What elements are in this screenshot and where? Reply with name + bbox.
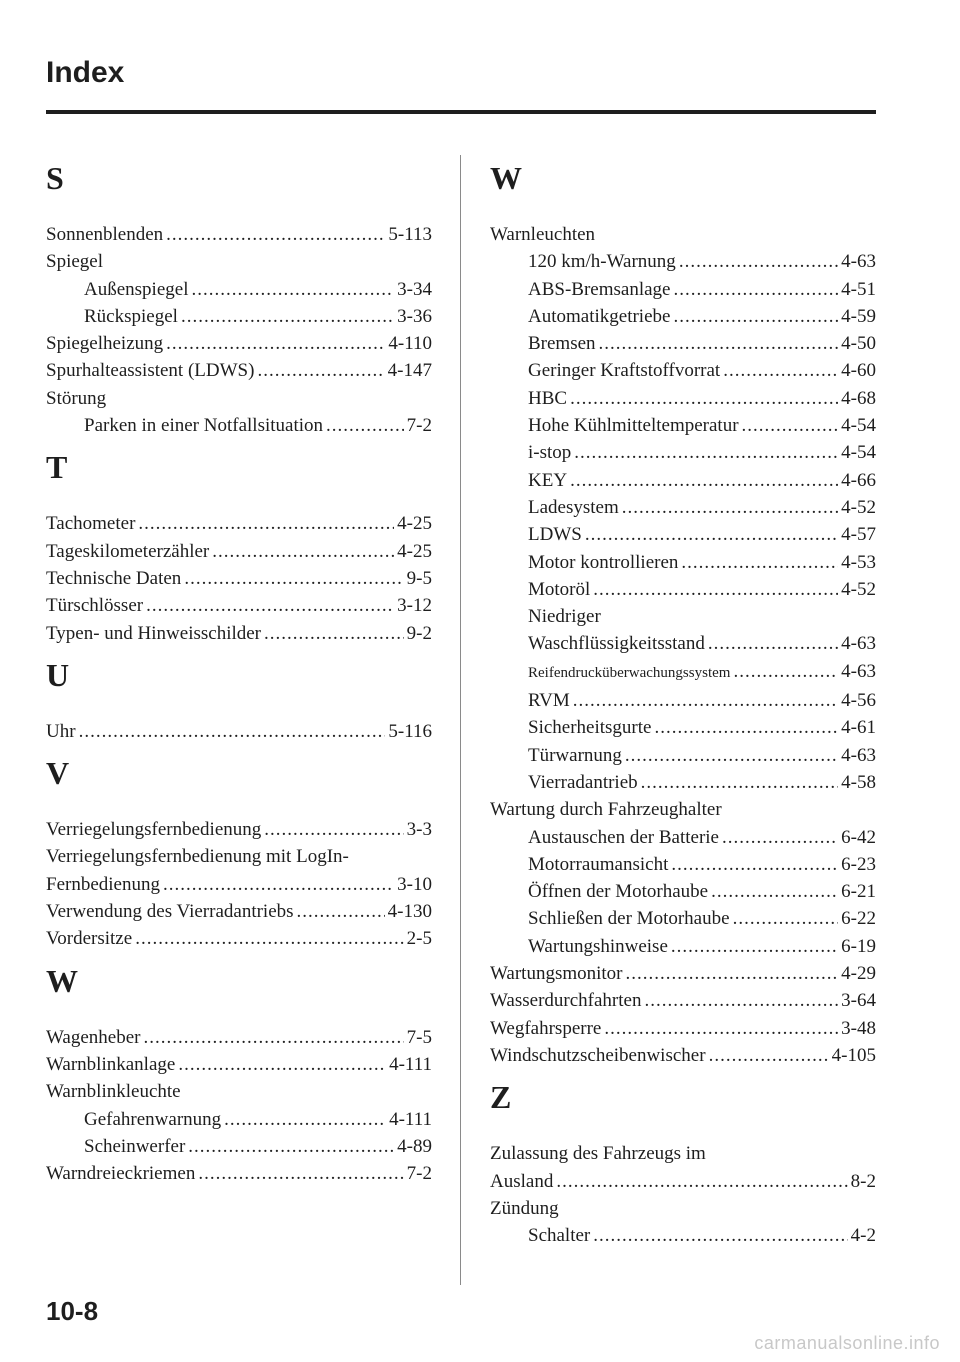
- entry-label: Motor kontrollieren: [528, 551, 679, 573]
- entry-page-ref: 4-2: [850, 1225, 876, 1247]
- entry-label: Zündung: [490, 1197, 559, 1219]
- index-entry: [46, 565, 432, 592]
- dot-leader: [166, 221, 385, 248]
- dot-leader: [671, 933, 838, 960]
- entry-page-ref: 4-50: [841, 333, 876, 355]
- entry-page-ref: 4-57: [841, 524, 876, 546]
- entry-label: Ausland: [490, 1170, 554, 1192]
- index-entry: [46, 1160, 432, 1187]
- entry-label: Spiegelheizung: [46, 333, 164, 355]
- dot-leader: [625, 742, 838, 769]
- entry-label: Schließen der Motorhaube: [528, 908, 730, 930]
- section-letter: T: [46, 449, 68, 486]
- entry-label: Reifendrucküberwachungssystem: [528, 664, 731, 681]
- index-subentry: [490, 603, 876, 630]
- entry-page-ref: 4-89: [397, 1135, 432, 1157]
- entry-page-ref: 3-36: [397, 305, 432, 327]
- index-subentry: [46, 1133, 432, 1160]
- index-subentry: [490, 905, 876, 932]
- entry-page-ref: 4-56: [841, 690, 876, 712]
- entry-label: Scheinwerfer: [84, 1135, 186, 1157]
- dot-leader: [585, 521, 838, 548]
- entry-page-ref: 4-63: [841, 251, 876, 273]
- index-entry: [46, 1051, 432, 1078]
- index-section: [46, 962, 432, 1188]
- entry-label: Schalter: [528, 1225, 591, 1247]
- index-entry: [46, 221, 432, 248]
- dot-leader: [191, 276, 394, 303]
- entry-label: Hohe Kühlmitteltemperatur: [528, 415, 739, 437]
- dot-leader: [604, 1015, 838, 1042]
- entry-label: Windschutzscheibenwischer: [490, 1044, 706, 1066]
- entry-label: Warnblinkanlage: [46, 1053, 176, 1075]
- dot-leader: [224, 1106, 386, 1133]
- index-subentry: [490, 357, 876, 384]
- dot-leader: [146, 592, 394, 619]
- index-entry: [46, 1024, 432, 1051]
- dot-leader: [135, 925, 403, 952]
- entry-page-ref: 3-10: [397, 873, 432, 895]
- dot-leader: [184, 565, 403, 592]
- index-section: [46, 656, 432, 745]
- index-subentry: [490, 467, 876, 494]
- index-subentry: [490, 412, 876, 439]
- entry-page-ref: 4-59: [841, 305, 876, 327]
- entry-label: Wartung durch Fahrzeughalter: [490, 799, 722, 821]
- dot-leader: [671, 851, 838, 878]
- index-entry: [46, 510, 432, 537]
- entry-page-ref: 5-116: [388, 720, 432, 742]
- index-entry: [490, 987, 876, 1014]
- entry-page-ref: 4-130: [387, 901, 432, 923]
- entry-label: Außenspiegel: [84, 278, 189, 300]
- index-entry: [46, 592, 432, 619]
- entry-page-ref: 3-48: [841, 1017, 876, 1039]
- entry-label: Parken in einer Notfallsituation: [84, 415, 324, 437]
- index-subentry: [490, 248, 876, 275]
- index-entry: [46, 538, 432, 565]
- entry-label: Warnleuchten: [490, 224, 596, 245]
- index-subentry: [490, 851, 876, 878]
- entry-page-ref: 5-113: [388, 224, 432, 245]
- entry-page-ref: 6-21: [841, 881, 876, 903]
- index-subentry: [46, 303, 432, 330]
- entry-label: Technische Daten: [46, 567, 182, 589]
- index-subentry: [490, 742, 876, 769]
- entry-label: Sicherheitsgurte: [528, 717, 652, 739]
- index-entry: [46, 357, 432, 384]
- index-subentry: [490, 878, 876, 905]
- dot-leader: [709, 1042, 829, 1069]
- entry-page-ref: 7-5: [406, 1026, 432, 1048]
- section-letter: W: [490, 160, 522, 196]
- index-entry: [490, 1015, 876, 1042]
- dot-leader: [654, 714, 838, 741]
- entry-page-ref: 4-61: [841, 717, 876, 739]
- entry-label: 120 km/h-Warnung: [528, 251, 676, 273]
- index-subentry: [490, 303, 876, 330]
- entry-page-ref: 4-63: [841, 660, 876, 682]
- page-number: 10-8: [46, 1296, 99, 1326]
- entry-page-ref: 4-66: [841, 469, 876, 491]
- section-letter: W: [46, 962, 78, 999]
- entry-label: RVM: [528, 690, 570, 712]
- dot-leader: [326, 412, 404, 439]
- index-subentry: [490, 824, 876, 851]
- entry-page-ref: 4-53: [841, 551, 876, 573]
- entry-label: Verriegelungsfernbedienung mit LogIn-: [46, 846, 349, 868]
- dot-leader: [644, 987, 838, 1014]
- index-entry: [46, 843, 432, 870]
- dot-leader: [679, 248, 838, 275]
- index-subentry: [490, 521, 876, 548]
- index-entry: [46, 330, 432, 357]
- entry-page-ref: 3-12: [397, 595, 432, 617]
- entry-label: Bremsen: [528, 333, 596, 355]
- entry-label: Wartungsmonitor: [490, 963, 623, 985]
- dot-leader: [163, 871, 394, 898]
- entry-label: Warndreieckriemen: [46, 1163, 196, 1185]
- dot-leader: [212, 538, 394, 565]
- dot-leader: [622, 494, 838, 521]
- index-column-right: [490, 150, 876, 1259]
- index-entry: [46, 898, 432, 925]
- dot-leader: [257, 357, 384, 384]
- dot-leader: [570, 385, 838, 412]
- entry-label: Niedriger: [528, 606, 601, 628]
- dot-leader: [593, 576, 838, 603]
- entry-label: Verriegelungsfernbedienung: [46, 819, 262, 841]
- index-subentry: [490, 1222, 876, 1249]
- header-rule: [46, 110, 876, 114]
- entry-label: Wartungshinweise: [528, 935, 668, 957]
- entry-label: LDWS: [528, 524, 582, 546]
- index-subentry: [490, 494, 876, 521]
- entry-page-ref: 3-64: [841, 990, 876, 1012]
- dot-leader: [733, 905, 839, 932]
- entry-label: Türschlösser: [46, 595, 144, 617]
- entry-page-ref: 4-63: [841, 633, 876, 655]
- index-entry: [490, 796, 876, 823]
- dot-leader: [733, 658, 838, 685]
- index-subentry: [46, 1106, 432, 1133]
- entry-page-ref: 6-23: [841, 853, 876, 875]
- dot-leader: [723, 357, 838, 384]
- dot-leader: [708, 630, 838, 657]
- entry-page-ref: 4-51: [841, 278, 876, 300]
- entry-page-ref: 7-2: [406, 1163, 432, 1185]
- entry-label: Typen- und Hinweisschilder: [46, 622, 262, 644]
- index-entry: [46, 816, 432, 843]
- index-subentry: [490, 658, 876, 687]
- entry-page-ref: 4-29: [841, 963, 876, 985]
- dot-leader: [264, 620, 404, 647]
- dot-leader: [573, 687, 838, 714]
- index-subentry: [46, 276, 432, 303]
- entry-page-ref: 4-63: [841, 744, 876, 766]
- index-subentry: [490, 330, 876, 357]
- entry-page-ref: 3-34: [397, 278, 432, 300]
- index-entry: [46, 925, 432, 952]
- entry-label: HBC: [528, 387, 568, 409]
- entry-label: Motoröl: [528, 578, 591, 600]
- index-subentry: [490, 385, 876, 412]
- entry-label: Tachometer: [46, 513, 136, 535]
- entry-label: Spiegel: [46, 251, 103, 273]
- dot-leader: [574, 439, 838, 466]
- entry-label: Sonnenblenden: [46, 224, 164, 245]
- index-subentry: [490, 933, 876, 960]
- entry-page-ref: 4-110: [388, 333, 432, 355]
- entry-page-ref: 6-42: [841, 826, 876, 848]
- entry-label: Ladesystem: [528, 496, 619, 518]
- index-subentry: [490, 630, 876, 657]
- index-subentry: [46, 412, 432, 439]
- dot-leader: [297, 898, 385, 925]
- entry-page-ref: 2-5: [406, 928, 432, 950]
- entry-page-ref: 4-68: [841, 387, 876, 409]
- entry-label: Zulassung des Fahrzeugs im: [490, 1143, 706, 1165]
- entry-page-ref: 6-19: [841, 935, 876, 957]
- index-subentry: [490, 439, 876, 466]
- entry-label: Verwendung des Vierradantriebs: [46, 901, 294, 923]
- index-entry: [46, 871, 432, 898]
- entry-label: ABS-Bremsanlage: [528, 278, 671, 300]
- index-entry: [490, 221, 876, 248]
- entry-page-ref: 4-111: [389, 1053, 432, 1075]
- entry-label: Wegfahrsperre: [490, 1017, 602, 1039]
- index-subentry: [490, 276, 876, 303]
- section-letter: Z: [490, 1079, 512, 1116]
- dot-leader: [264, 816, 403, 843]
- dot-leader: [188, 1133, 394, 1160]
- index-subentry: [490, 769, 876, 796]
- entry-page-ref: 4-52: [841, 496, 876, 518]
- index-section: [490, 162, 876, 1069]
- index-entry: [46, 620, 432, 647]
- dot-leader: [673, 303, 838, 330]
- dot-leader: [711, 878, 838, 905]
- entry-label: Uhr: [46, 720, 76, 742]
- dot-leader: [79, 718, 386, 745]
- index-subentry: [490, 687, 876, 714]
- page-title: Index: [46, 56, 125, 89]
- entry-label: Tageskilometerzähler: [46, 540, 210, 562]
- index-subentry: [490, 714, 876, 741]
- entry-label: Öffnen der Motorhaube: [528, 881, 709, 903]
- entry-label: Vierradantrieb: [528, 771, 638, 793]
- dot-leader: [681, 549, 838, 576]
- entry-page-ref: 4-111: [389, 1108, 432, 1130]
- index-entry: [490, 1195, 876, 1222]
- entry-page-ref: 4-105: [831, 1044, 876, 1066]
- index-entry: [46, 1078, 432, 1105]
- entry-label: Motorraumansicht: [528, 853, 669, 875]
- index-section: [46, 757, 432, 952]
- entry-label: Wagenheber: [46, 1026, 141, 1048]
- entry-page-ref: 4-25: [397, 513, 432, 535]
- entry-page-ref: 4-60: [841, 360, 876, 382]
- index-entry: [490, 1168, 876, 1195]
- index-column-left: [46, 150, 432, 1197]
- dot-leader: [641, 769, 839, 796]
- dot-leader: [178, 1051, 386, 1078]
- entry-page-ref: 8-2: [850, 1170, 876, 1192]
- index-entry: [46, 385, 432, 412]
- entry-page-ref: 6-22: [841, 908, 876, 930]
- entry-page-ref: 4-25: [397, 540, 432, 562]
- dot-leader: [722, 824, 838, 851]
- dot-leader: [742, 412, 839, 439]
- column-divider: [460, 155, 461, 1285]
- section-letter: S: [46, 160, 64, 196]
- index-entry: [46, 248, 432, 275]
- watermark: carmanualsonline.info: [754, 1333, 940, 1353]
- entry-page-ref: 4-54: [841, 415, 876, 437]
- dot-leader: [138, 510, 394, 537]
- entry-label: Austauschen der Batterie: [528, 826, 719, 848]
- entry-label: Warnblinkleuchte: [46, 1081, 181, 1103]
- entry-page-ref: 9-2: [406, 622, 432, 644]
- dot-leader: [599, 330, 839, 357]
- entry-page-ref: 7-2: [406, 415, 432, 437]
- entry-page-ref: 4-58: [841, 771, 876, 793]
- dot-leader: [626, 960, 839, 987]
- dot-leader: [143, 1024, 403, 1051]
- index-section: [46, 451, 432, 646]
- entry-label: Wasserdurchfahrten: [490, 990, 642, 1012]
- section-letter: V: [46, 755, 70, 792]
- entry-label: Automatikgetriebe: [528, 305, 671, 327]
- entry-page-ref: 4-52: [841, 578, 876, 600]
- entry-label: Spurhalteassistent (LDWS): [46, 360, 255, 382]
- dot-leader: [673, 276, 838, 303]
- entry-page-ref: 3-3: [406, 819, 432, 841]
- entry-page-ref: 4-54: [841, 442, 876, 464]
- entry-label: i-stop: [528, 442, 572, 464]
- dot-leader: [593, 1222, 847, 1249]
- dot-leader: [570, 467, 838, 494]
- index-entry: [490, 1140, 876, 1167]
- index-entry: [46, 718, 432, 745]
- entry-label: Vordersitze: [46, 928, 133, 950]
- entry-label: KEY: [528, 469, 568, 491]
- dot-leader: [166, 330, 385, 357]
- entry-label: Rückspiegel: [84, 305, 178, 327]
- entry-label: Geringer Kraftstoffvorrat: [528, 360, 721, 382]
- entry-page-ref: 9-5: [406, 567, 432, 589]
- index-section: [46, 162, 432, 439]
- dot-leader: [181, 303, 394, 330]
- entry-label: Waschflüssigkeitsstand: [528, 633, 705, 655]
- index-entry: [490, 960, 876, 987]
- entry-label: Fernbedienung: [46, 873, 160, 895]
- section-letter: U: [46, 656, 70, 693]
- index-subentry: [490, 576, 876, 603]
- dot-leader: [556, 1168, 847, 1195]
- index-entry: [490, 1042, 876, 1069]
- entry-page-ref: 4-147: [387, 360, 432, 382]
- index-section: [490, 1081, 876, 1249]
- entry-label: Türwarnung: [528, 744, 622, 766]
- entry-label: Störung: [46, 387, 107, 409]
- dot-leader: [198, 1160, 403, 1187]
- entry-label: Gefahrenwarnung: [84, 1108, 222, 1130]
- index-subentry: [490, 549, 876, 576]
